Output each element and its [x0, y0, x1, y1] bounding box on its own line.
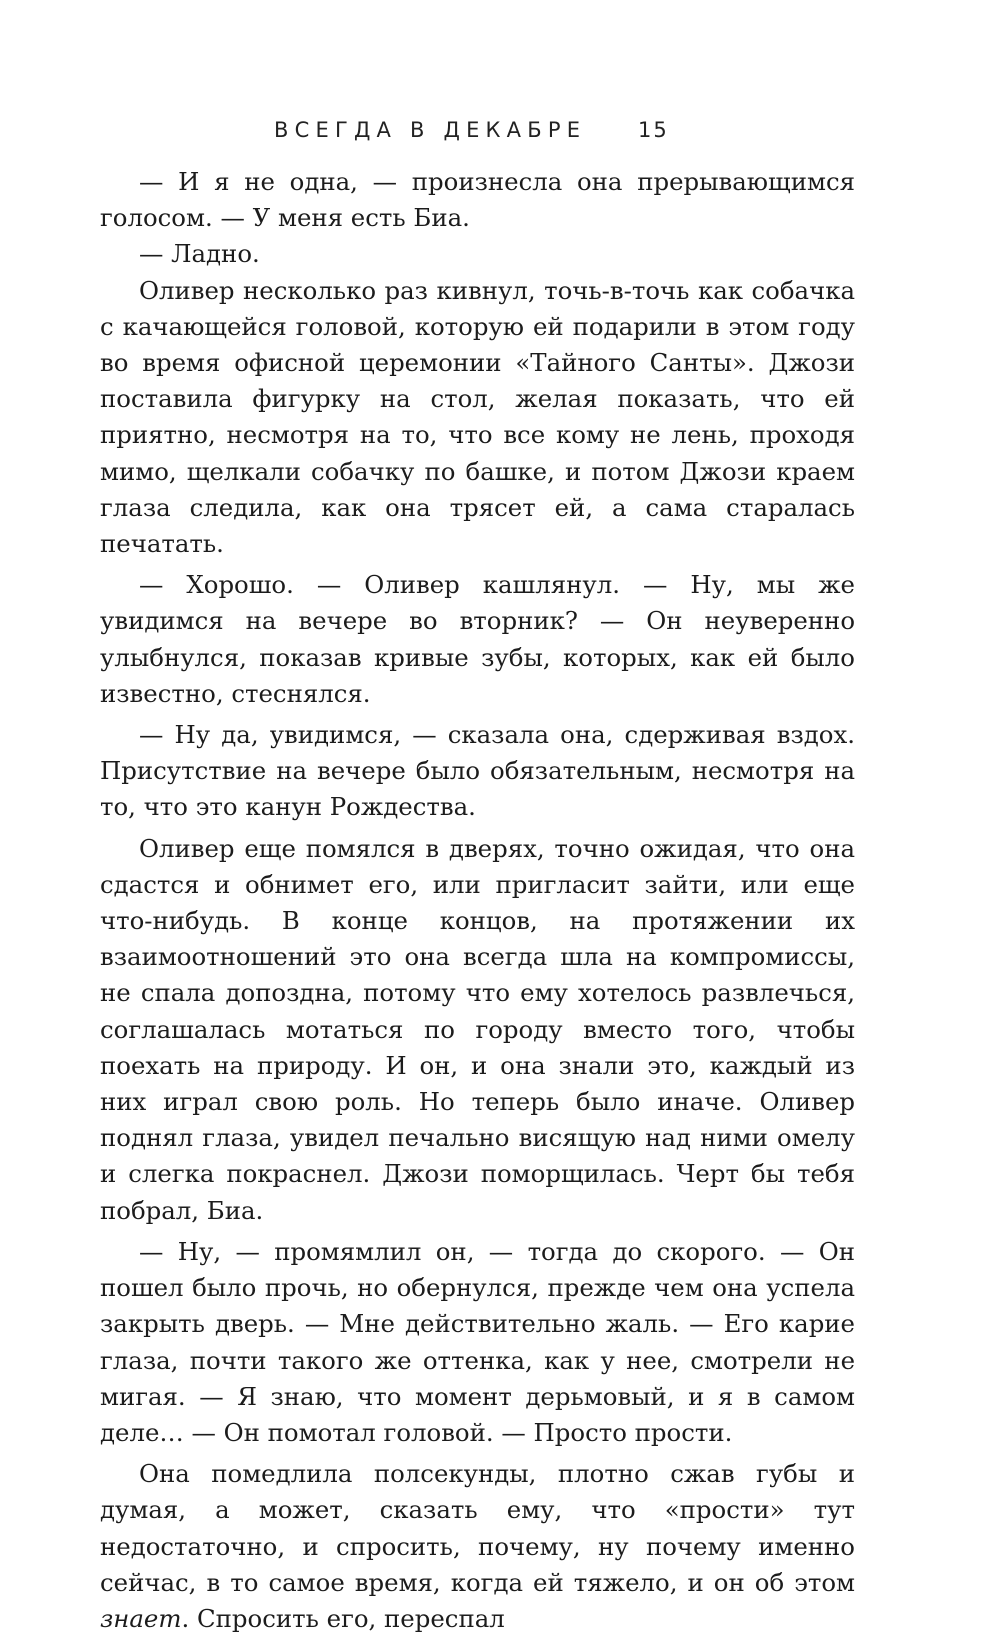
running-title: ВСЕГДА В ДЕКАБРЕ	[274, 118, 587, 142]
body-text	[100, 164, 855, 1637]
page-number: 15	[638, 118, 669, 142]
paragraph-3: Оливер несколько раз кивнул, точь-в-точь как собачка с качающейся головой, которую ей подарили в этом году во время офисной церемонии «Тайного Санты». Джози поставила фигурку на стол, желая показать, что ей приятно, несмотря на то, что все кому не лень, проходя мимо, щелкали собачку по башке, и потом Джози краем глаза следила, как она трясет ей, а сама старалась печатать.	[100, 275, 855, 559]
paragraph-6: Оливер еще помялся в дверях, точно ожидая, что она сдастся и обнимет его, или пригласит зайти, или еще что-нибудь. В конце концов, на протяжении их взаимоотношений это она всегда шла на компромиссы, не спала допоздна, потому что ему хотелось развлечься, соглашалась мотаться по городу вместо того, чтобы поехать на природу. И он, и она знали это, каждый из них играл свою роль. Но теперь было иначе. Оливер поднял глаза, увидел печально висящую над ними омелу и слегка покраснел. Джози поморщилась. Черт бы тебя побрал, Биа.	[100, 833, 855, 1225]
paragraph-8-text-after: . Спросить его, переспал	[181, 1603, 505, 1633]
paragraph-1: — И я не одна, — произнесла она прерывающимся голосом. — У меня есть Биа.	[100, 167, 855, 233]
paragraph-2: — Ладно.	[139, 239, 260, 269]
paragraph-5: — Ну да, увидимся, — сказала она, сдерживая вздох. Присутствие на вечере было обязательным, несмотря на то, что это канун Рождества.	[100, 720, 855, 822]
paragraph-7: — Ну, — промямлил он, — тогда до скорого. — Он пошел было прочь, но обернулся, прежде чем она успела закрыть дверь. — Мне действительно жаль. — Его карие глаза, почти такого же оттенка, как у нее, смотрели не мигая. — Я знаю, что момент дерьмовый, и я в самом деле… — Он помотал головой. — Просто прости.	[100, 1236, 855, 1447]
paragraph-8	[100, 1456, 855, 1637]
paragraph-4: — Хорошо. — Оливер кашлянул. — Ну, мы же увидимся на вечере во вторник? — Он неуверенно улыбнулся, показав кривые зубы, которых, как ей было известно, стеснялся.	[100, 570, 855, 708]
running-head	[0, 112, 1000, 152]
paragraph-8-text-before: Она помедлила полсекунды, плотно сжав губы и думая, а может, сказать ему, что «прости» тут недостаточно, и спросить, почему, ну почему именно сейчас, в то самое время, когда ей тяжело, и он об этом	[100, 1459, 855, 1597]
paragraph-8-emphasis: знает	[100, 1603, 182, 1633]
